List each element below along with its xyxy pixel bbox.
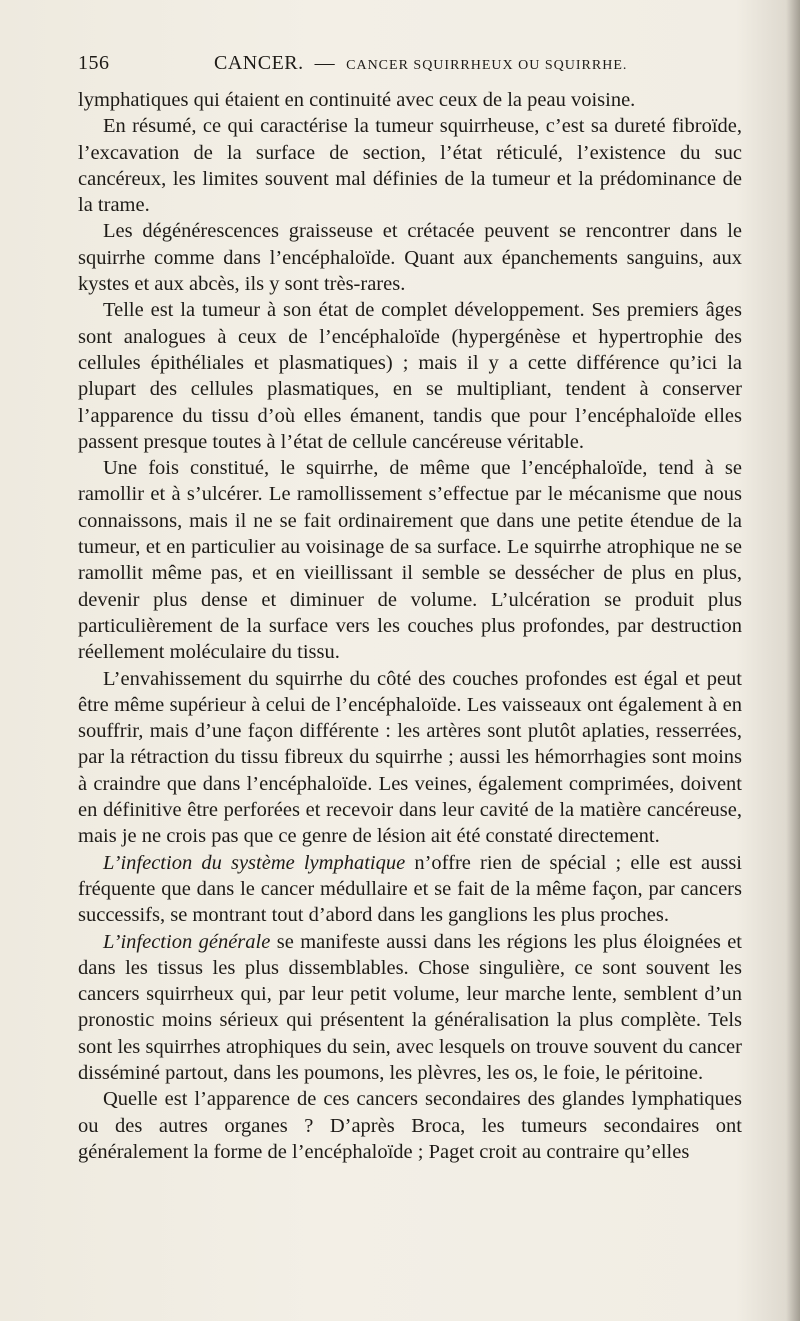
paragraph-4: Une fois constitué, le squirrhe, de même que l’encéphaloïde, tend à se ramollir et à s’ulcérer. Le ramollissement s’effectue par le mécanisme que nous connaissons, mais il ne se fait ordinairement que dans une petite étendue de la tumeur, et en particulier au voisinage de sa surface. Le squirrhe atrophique ne se ramollit même pas, et en vieillissant il semble se dessécher de plus en plus, devenir plus dense et diminuer de volume. L’ulcération se produit plus particulièrement de la surface vers les couches plus profondes, par destruction réellement moléculaire du tissu. (78, 457, 742, 664)
chapter-title (214, 52, 627, 75)
italic-term: L’infection du système lymphatique (103, 851, 406, 874)
paragraph-6: L’infection du système lymphatique n’offre rien de spécial ; elle est aussi fréquente que dans le cancer médullaire et se fait de la même façon, par cancers successifs, se montrant tout d’abord dans les ganglions les plus proches. (78, 851, 742, 927)
paragraph-2: Les dégénérescences graisseuse et crétacée peuvent se rencontrer dans le squirrhe comme dans l’encéphaloïde. Quant aux épanchements sanguins, aux kystes et aux abcès, ils y sont très-rares. (78, 220, 742, 296)
chapter-subtitle: CANCER SQUIRRHEUX OU SQUIRRHE. (346, 58, 628, 73)
title-dash: — (314, 52, 336, 74)
paragraph-0: lymphatiques qui étaient en continuité avec ceux de la peau voisine. (78, 89, 636, 111)
chapter-title-main: CANCER. (214, 52, 304, 74)
page-number: 156 (78, 52, 110, 74)
italic-term: L’infection générale (103, 930, 271, 953)
body-text (78, 87, 742, 1165)
page-edge-shadow (786, 0, 800, 1321)
paragraph-3: Telle est la tumeur à son état de complet développement. Ses premiers âges sont analogues à ceux de l’encéphaloïde (hypergénèse et hypertrophie des cellules épithéliales et plasmatiques) ; mais il y a cette différence qu’ici la plupart des cellules plasmatiques, en se multipliant, tendent à conserver l’apparence du tissu d’où elles émanent, tandis que pour l’encéphaloïde elles passent presque toutes à l’état de cellule cancéreuse véritable. (78, 299, 742, 453)
running-head (78, 52, 740, 78)
paragraph-5: L’envahissement du squirrhe du côté des couches profondes est égal et peut être même supérieur à celui de l’encéphaloïde. Les vaisseaux ont également à en souffrir, mais d’une façon différente : les artères sont plutôt aplaties, resserrées, par la rétraction du tissu fibreux du squirrhe ; aussi les hémorrhagies sont moins à craindre que dans l’encéphaloïde. Les veines, également comprimées, doivent en définitive être perforées et recevoir dans leur cavité de la matière cancéreuse, mais je ne crois pas que ce genre de lésion ait été constaté directement. (78, 667, 742, 848)
paragraph-7: L’infection générale se manifeste aussi dans les régions les plus éloignées et dans les tissus les plus dissemblables. Chose singulière, ce sont souvent les cancers squirrheux qui, par leur petit volume, leur marche lente, semblent d’un pronostic moins sérieux qui présentent la généralisation la plus complète. Tels sont les squirrhes atrophiques du sein, avec lesquels on trouve souvent du cancer disséminé partout, dans les poumons, les plèvres, les os, le foie, le péritoine. (78, 930, 742, 1084)
paragraph-1: En résumé, ce qui caractérise la tumeur squirrheuse, c’est sa dureté fibroïde, l’excavation de la surface de section, l’état réticulé, l’existence du suc cancéreux, les limites souvent mal définies de la tumeur et la prédominance de la trame. (78, 115, 742, 217)
paragraph-8: Quelle est l’apparence de ces cancers secondaires des glandes lymphatiques ou des autres organes ? D’après Broca, les tumeurs secondaires ont généralement la forme de l’encéphaloïde ; Paget croit au contraire qu’elles (78, 1088, 742, 1163)
